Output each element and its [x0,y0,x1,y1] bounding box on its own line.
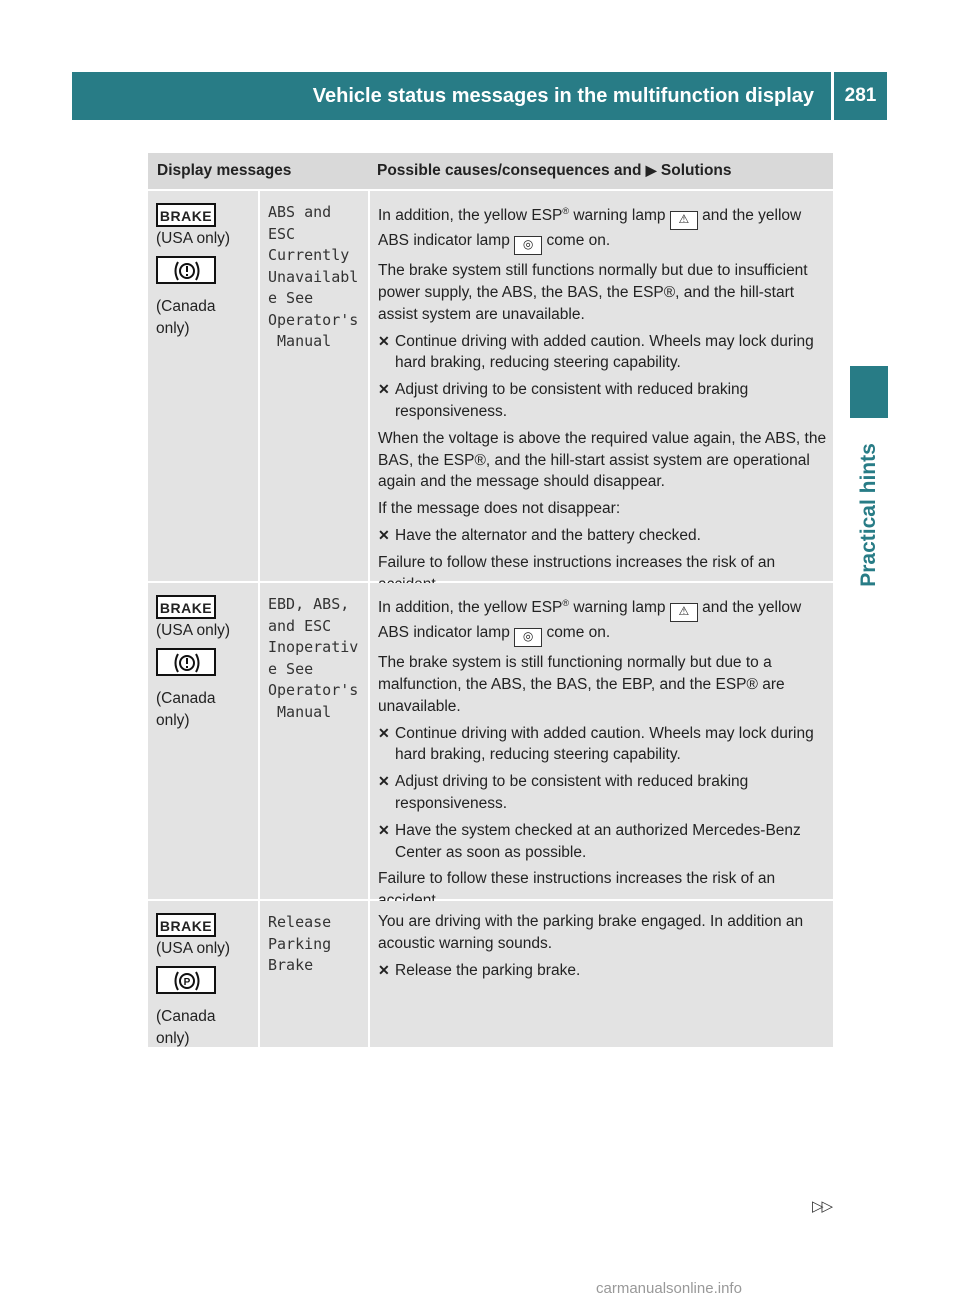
brake-circle-icon [156,256,216,284]
bullet-x-icon: ✕ [378,961,390,978]
status-messages-table [148,153,833,1047]
list-item [378,525,829,547]
display-icons-cell [148,901,258,1047]
list-item [378,723,829,767]
usa-only-label: (USA only) [156,622,231,639]
text: and the yellow ABS indicator lamp [378,207,802,250]
bullet-x-icon: ✕ [378,332,390,349]
section-tab [849,430,889,600]
abs-indicator-icon: ◎ [514,236,542,255]
text: Release the parking brake. [395,961,581,979]
triangle-arrow-icon: ▶ [645,162,657,178]
text: come on. [546,624,611,642]
text: Have the alternator and the battery checked. [395,526,701,544]
display-icons-cell [148,583,258,899]
page-number: 281 [844,85,877,106]
esp-warning-icon: ⚠ [670,211,698,230]
paragraph: The brake system still functions normally but due to insufficient power supply, the ABS, the BAS, the ESP®, and the hill-start assist system are unavailable. [378,262,808,323]
display-icons-cell [148,191,258,581]
message-text: EBD, ABS, and ESC Inoperativ e See Operator's Manual [258,583,368,899]
col-solutions-label: Solutions [660,162,732,179]
brake-circle-icon [156,648,216,676]
text: warning lamp [569,599,666,617]
text: come on. [546,232,611,250]
table-row [148,901,833,1047]
solutions-cell [368,191,833,581]
col-causes-label: Possible causes/consequences and [377,162,642,179]
list-item [378,960,829,982]
canada-only-label: (Canada only) [156,1008,216,1047]
text: Adjust driving to be consistent with reduced braking responsiveness. [395,381,749,420]
table-header [148,153,833,191]
paragraph: You are driving with the parking brake engaged. In addition an acoustic warning sounds. [378,913,804,952]
col-causes [368,162,833,180]
bullet-x-icon: ✕ [378,381,390,398]
page-title: Vehicle status messages in the multifunction display [312,84,814,107]
abs-indicator-icon: ◎ [514,628,542,647]
message-text: ABS and ESC Currently Unavailabl e See Operator's Manual [258,191,368,581]
parking-brake-icon [156,966,216,994]
bullet-x-icon: ✕ [378,526,390,543]
usa-only-label: (USA only) [156,230,231,247]
brake-warning-icon: BRAKE [156,595,216,619]
paragraph: When the voltage is above the required value again, the ABS, the BAS, the ESP®, and the hill-start assist system are operational again and the message should disappear. [378,429,827,491]
list-item [378,820,829,864]
canada-only-label: (Canada only) [156,690,216,729]
bullet-x-icon: ✕ [378,773,390,790]
paragraph: Failure to follow these instructions increases the risk of an [378,870,776,888]
usa-only-label: (USA only) [156,940,231,957]
text: In addition, the yellow ESP [378,599,563,617]
registered-mark: ® [562,206,570,216]
section-marker [850,366,888,418]
list-item [378,379,829,423]
col-display-messages: Display messages [157,162,292,179]
solutions-cell [368,583,833,899]
esp-warning-icon: ⚠ [670,603,698,622]
paragraph: If the message does not disappear: [378,500,621,518]
table-row [148,583,833,901]
text: In addition, the yellow ESP [378,207,563,225]
paragraph: Failure to follow these instructions increases the risk of an [378,553,776,571]
paragraph: The brake system is still functioning normally but due to a malfunction, the ABS, the BAS, the EBP, and the ESP® are unavailable. [378,654,785,715]
message-text: Release Parking Brake [258,901,368,1047]
section-label: Practical hints [857,443,880,587]
svg-text:P: P [183,977,191,988]
text: Continue driving with added caution. Wheels may lock during hard braking, reducing steering capability. [395,332,814,372]
list-item [378,331,829,375]
text: Continue driving with added caution. Wheels may lock during hard braking, reducing steering capability. [395,724,814,764]
text: warning lamp [569,207,666,225]
text: Adjust driving to be consistent with reduced braking responsiveness. [395,773,749,812]
bullet-x-icon: ✕ [378,724,390,741]
watermark: carmanualsonline.info [596,1280,742,1297]
registered-mark: ® [562,598,570,608]
solutions-cell [368,901,833,1047]
bullet-x-icon: ✕ [378,821,390,838]
list-item [378,771,829,815]
text: Have the system checked at an authorized Mercedes-Benz Center as soon as possible. [395,821,801,861]
continue-arrows-icon: ▷▷ [812,1198,832,1215]
canada-only-label: (Canada only) [156,298,216,337]
table-row [148,191,833,583]
text: and the yellow ABS indicator lamp [378,599,802,642]
brake-warning-icon: BRAKE [156,913,216,937]
brake-warning-icon: BRAKE [156,203,216,227]
